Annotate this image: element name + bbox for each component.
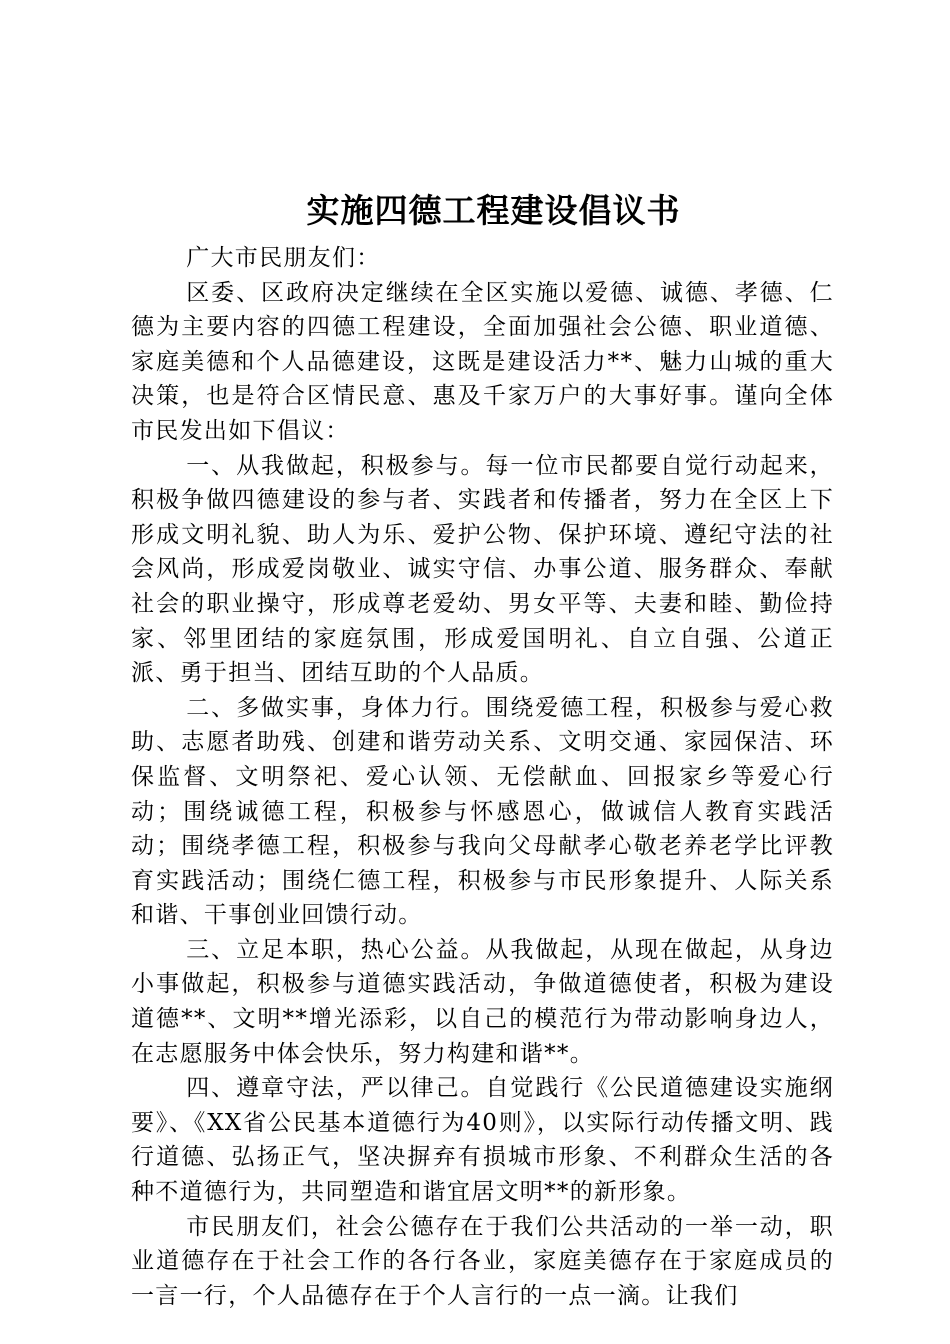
paragraph-closing: 市民朋友们，社会公德存在于我们公共活动的一举一动，职业道德存在于社会工作的各行各业，家庭美德存在于家庭成员的一言一行，个人品德存在于个人言行的一点一滴。让我们 (131, 1213, 834, 1309)
paragraph-point-1: 一、从我做起，积极参与。每一位市民都要自觉行动起来，积极争做四德建设的参与者、实践者和传播者，努力在全区上下形成文明礼貌、助人为乐、爱护公物、保护环境、遵纪守法的社会风尚，形成爱岗敬业、诚实守信、办事公道、服务群众、奉献社会的职业操守，形成尊老爱幼、男女平等、夫妻和睦、勤俭持家、邻里团结的家庭氛围，形成爱国明礼、自立自强、公道正派、勇于担当、团结互助的个人品质。 (131, 452, 834, 687)
paragraph-point-3: 三、立足本职，热心公益。从我做起，从现在做起，从身边小事做起，积极参与道德实践活动，争做道德使者，积极为建设道德**、文明**增光添彩，以自己的模范行为带动影响身边人，在志愿服务中体会快乐，努力构建和谐**。 (131, 936, 834, 1067)
document-body (131, 241, 834, 1313)
paragraph-point-2: 二、多做实事，身体力行。围绕爱德工程，积极参与爱心救助、志愿者助残、创建和谐劳动关系、文明交通、家园保洁、环保监督、文明祭祀、爱心认领、无偿献血、回报家乡等爱心行动；围绕诚德工程，积极参与怀感恩心，做诚信人教育实践活动；围绕孝德工程，积极参与我向父母献孝心敬老养老学比评教育实践活动；围绕仁德工程，积极参与市民形象提升、人际关系和谐、干事创业回馈行动。 (131, 694, 834, 929)
document-title: 实施四德工程建设倡议书 (306, 191, 681, 230)
paragraph-point-4: 四、遵章守法，严以律己。自觉践行《公民道德建设实施纲要》、《XX省公民基本道德行为40则》，以实际行动传播文明、践行道德、弘扬正气，坚决摒弃有损城市形象、不利群众生活的各种不道德行为，共同塑造和谐宜居文明**的新形象。 (131, 1075, 834, 1206)
paragraph-intro: 区委、区政府决定继续在全区实施以爱德、诚德、孝德、仁德为主要内容的四德工程建设，全面加强社会公德、职业道德、家庭美德和个人品德建设，这既是建设活力**、魅力山城的重大决策，也是符合区情民意、惠及千家万户的大事好事。谨向全体市民发出如下倡议： (131, 279, 834, 444)
salutation: 广大市民朋友们： (186, 245, 381, 271)
